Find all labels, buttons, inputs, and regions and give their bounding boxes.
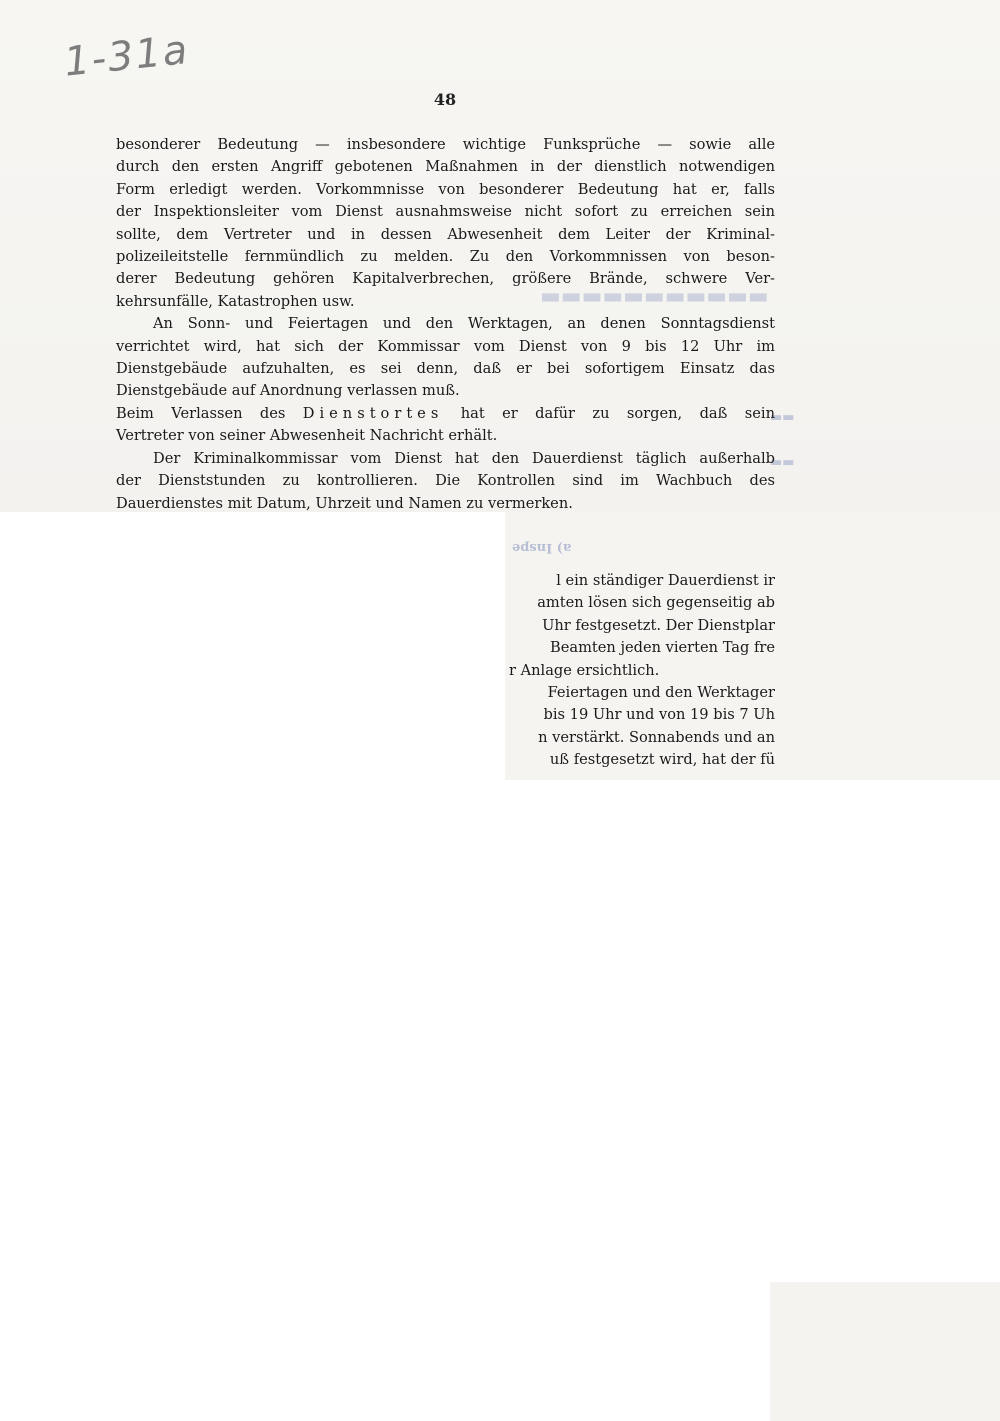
fragment-line: n verstärkt. Sonnabends und an bbox=[538, 728, 775, 746]
text-line: derer Bedeutung gehören Kapitalverbrechen, größere Brände, schwere Ver- bbox=[116, 270, 775, 288]
text-line: Dienstgebäude auf Anordnung verlassen muß. bbox=[116, 382, 460, 400]
fragment-line: amten lösen sich gegenseitig ab bbox=[537, 594, 775, 612]
bleed-through-line: ▬▬ bbox=[770, 455, 795, 470]
text-line: durch den ersten Angriff gebotenen Maßnahmen in der dienstlich notwendigen bbox=[116, 158, 775, 176]
fragment-line: Feiertagen und den Werktager bbox=[547, 683, 775, 701]
text-line: Form erledigt werden. Vorkommnisse von besonderer Bedeutung hat er, falls bbox=[116, 180, 775, 198]
paragraph bbox=[116, 403, 775, 448]
cropped-text-fragment bbox=[505, 570, 775, 772]
fragment-line: Beamten jeden vierten Tag fre bbox=[550, 639, 775, 657]
handwritten-annotation: 1-31a bbox=[62, 26, 192, 86]
bleed-through-line: ▬▬ bbox=[770, 410, 795, 425]
text-run: hat er dafür zu sorgen, daß sein bbox=[443, 404, 775, 422]
text-line: An Sonn- und Feiertagen und den Werktagen, an denen Sonntagsdienst bbox=[153, 315, 775, 333]
fragment-line: r Anlage ersichtlich. bbox=[509, 661, 660, 679]
text-run: Beim Verlassen des bbox=[116, 404, 303, 422]
text-line: sollte, dem Vertreter und in dessen Abwesenheit dem Leiter der Kriminal- bbox=[116, 225, 775, 243]
text-line: polizeileitstelle fernmündlich zu melden. Zu den Vorkommnissen von beson- bbox=[116, 248, 775, 266]
fragment-line: l ein ständiger Dauerdienst ir bbox=[556, 572, 775, 589]
paragraph bbox=[116, 448, 775, 515]
bleed-through-heading: ▬▬▬▬▬▬▬▬▬▬▬ bbox=[540, 283, 769, 309]
text-line: der Inspektionsleiter vom Dienst ausnahmsweise nicht sofort zu erreichen sein bbox=[116, 203, 775, 221]
paragraph bbox=[116, 134, 775, 313]
text-line: Der Kriminalkommissar vom Dienst hat den Dauerdienst täglich außerhalb bbox=[153, 449, 775, 467]
text-line: der Dienststunden zu kontrollieren. Die Kontrollen sind im Wachbuch des bbox=[116, 472, 775, 490]
text-line: Dienstgebäude aufzuhalten, es sei denn, daß er bei sofortigem Einsatz das bbox=[116, 360, 775, 378]
fragment-line: bis 19 Uhr und von 19 bis 7 Uh bbox=[543, 706, 775, 724]
fragment-line: Uhr festgesetzt. Der Dienstplar bbox=[542, 616, 775, 634]
text-line bbox=[116, 403, 775, 425]
fragment-heading: a) Inspe bbox=[512, 540, 572, 555]
text-line: besonderer Bedeutung — insbesondere wichtige Funksprüche — sowie alle bbox=[116, 136, 775, 153]
scanned-corner-strip bbox=[770, 1282, 1000, 1421]
text-line: verrichtet wird, hat sich der Kommissar vom Dienst von 9 bis 12 Uhr im bbox=[116, 337, 775, 355]
emphasized-word: Dienstortes bbox=[302, 404, 444, 422]
body-text bbox=[116, 134, 775, 515]
text-line: kehrsunfälle, Katastrophen usw. bbox=[116, 292, 355, 310]
text-line: Vertreter von seiner Abwesenheit Nachricht erhält. bbox=[116, 427, 498, 445]
text-line: Dauerdienstes mit Datum, Uhrzeit und Namen zu vermerken. bbox=[116, 494, 573, 512]
page-number: 48 bbox=[433, 90, 457, 109]
paragraph bbox=[116, 313, 775, 403]
fragment-line: uß festgesetzt wird, hat der fü bbox=[549, 751, 775, 769]
